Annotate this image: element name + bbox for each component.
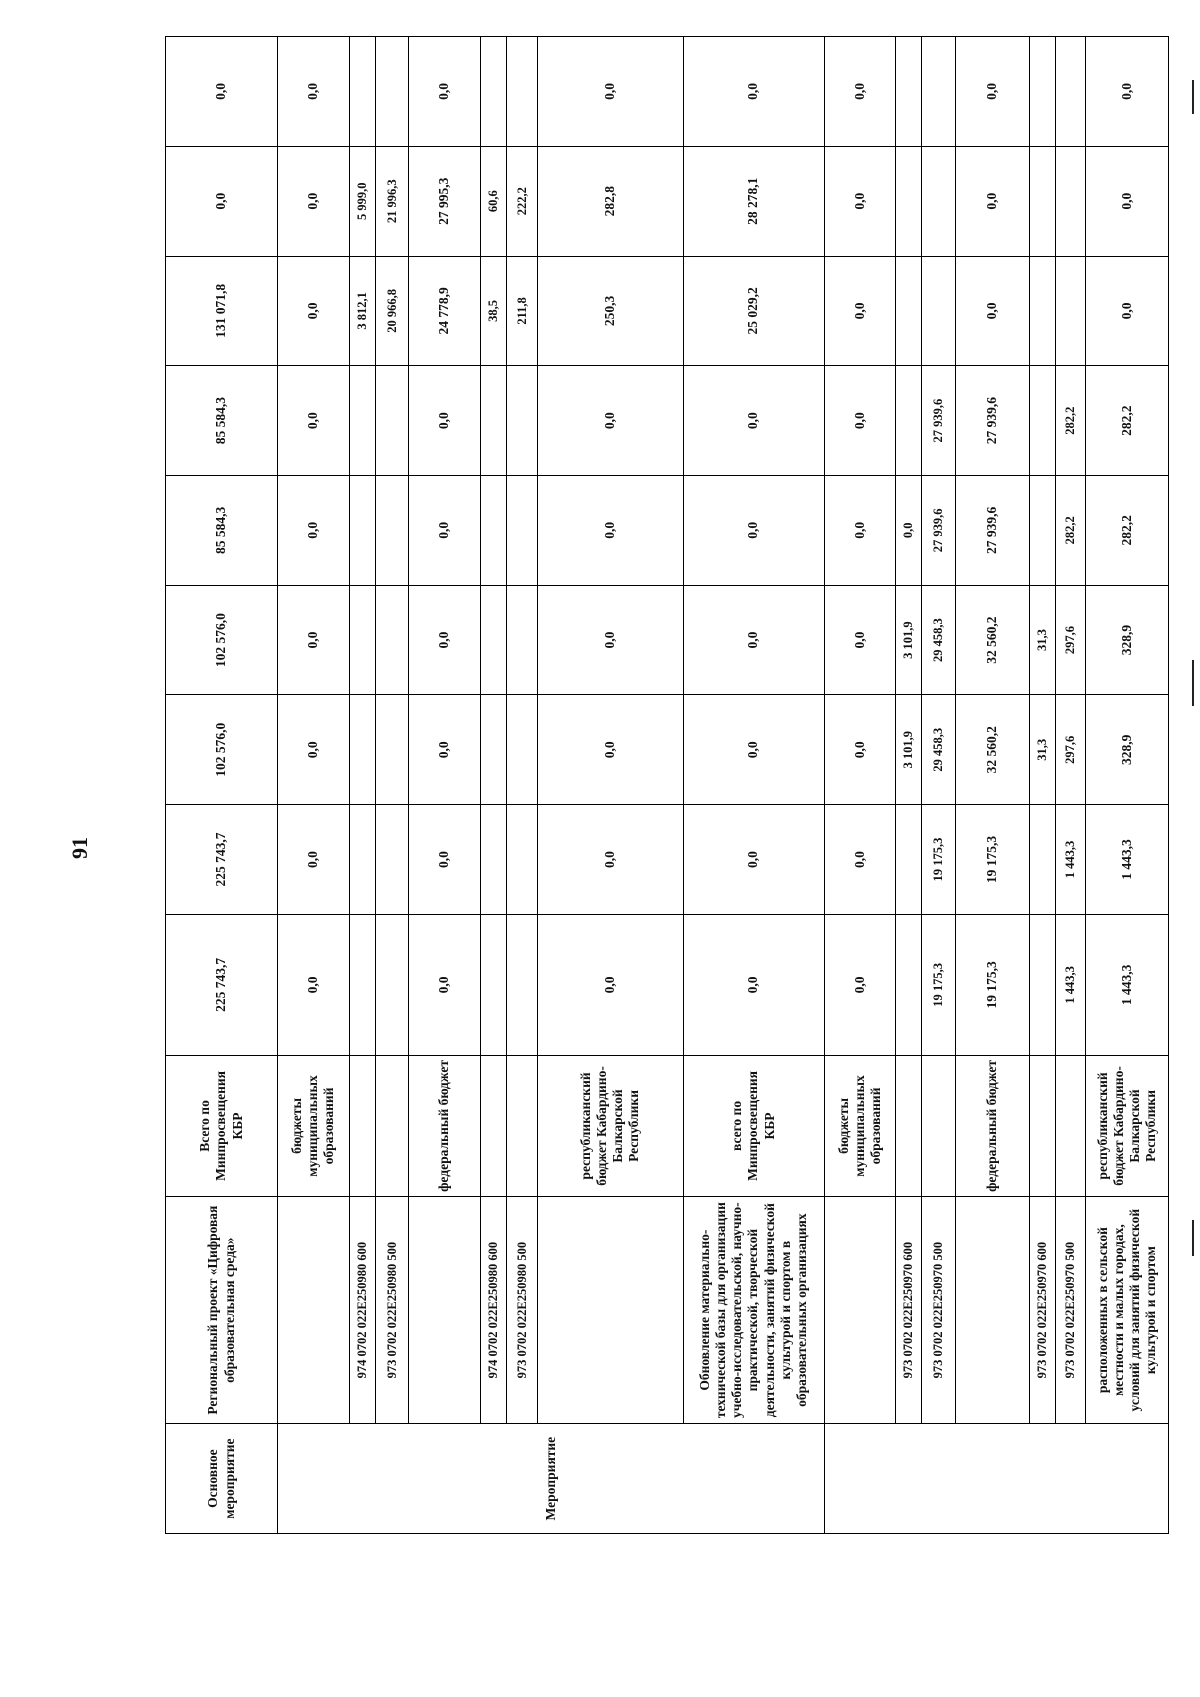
value-cell-3: 297,6 (1055, 695, 1085, 805)
value-cell-7 (922, 256, 955, 366)
value-cell-5 (480, 475, 506, 585)
value-cell-4: 102 576,0 (166, 585, 278, 695)
value-cell-4: 0,0 (824, 585, 896, 695)
value-cell-7 (1055, 256, 1085, 366)
source-cell: всего по Минпросвещения КБР (683, 1055, 824, 1196)
value-cell-7: 250,3 (538, 256, 683, 366)
name-cell: 973 0702 022E250970 500 (922, 1196, 955, 1423)
value-cell-1 (349, 914, 375, 1055)
source-cell: федеральный бюджет (955, 1055, 1029, 1196)
value-cell-2 (349, 805, 375, 915)
source-cell (349, 1055, 375, 1196)
source-cell: Всего по Минпросвещения КБР (166, 1055, 278, 1196)
value-cell-8 (1029, 146, 1055, 256)
value-cell-5 (1029, 475, 1055, 585)
value-cell-8: 28 278,1 (683, 146, 824, 256)
value-cell-2 (375, 805, 408, 915)
value-cell-1 (480, 914, 506, 1055)
value-cell-8: 27 995,3 (409, 146, 481, 256)
value-cell-1: 0,0 (824, 914, 896, 1055)
value-cell-3 (507, 695, 538, 805)
value-cell-4: 0,0 (538, 585, 683, 695)
value-cell-2 (896, 805, 922, 915)
table-row (896, 37, 922, 1534)
value-cell-2: 1 443,3 (1085, 805, 1168, 915)
value-cell-1: 1 443,3 (1085, 914, 1168, 1055)
value-cell-5: 0,0 (278, 475, 350, 585)
value-cell-6 (480, 366, 506, 476)
value-cell-6 (896, 366, 922, 476)
value-cell-4: 328,9 (1085, 585, 1168, 695)
value-cell-7: 0,0 (1085, 256, 1168, 366)
source-cell (896, 1055, 922, 1196)
value-cell-9 (349, 37, 375, 147)
value-cell-8: 0,0 (278, 146, 350, 256)
value-cell-7 (1029, 256, 1055, 366)
source-cell (375, 1055, 408, 1196)
value-cell-1 (896, 914, 922, 1055)
value-cell-9 (1055, 37, 1085, 147)
value-cell-8: 60,6 (480, 146, 506, 256)
table-row (1085, 37, 1168, 1534)
value-cell-8: 282,8 (538, 146, 683, 256)
value-cell-3: 0,0 (278, 695, 350, 805)
value-cell-1: 0,0 (409, 914, 481, 1055)
value-cell-3: 328,9 (1085, 695, 1168, 805)
value-cell-2: 0,0 (683, 805, 824, 915)
value-cell-3 (480, 695, 506, 805)
value-cell-7: 25 029,2 (683, 256, 824, 366)
value-cell-1 (1029, 914, 1055, 1055)
value-cell-4: 0,0 (278, 585, 350, 695)
budget-table (165, 36, 1169, 1534)
value-cell-1: 19 175,3 (922, 914, 955, 1055)
value-cell-6: 282,2 (1085, 366, 1168, 476)
value-cell-6 (507, 366, 538, 476)
value-cell-7: 20 966,8 (375, 256, 408, 366)
value-cell-8: 0,0 (1085, 146, 1168, 256)
value-cell-7: 0,0 (955, 256, 1029, 366)
value-cell-4: 3 101,9 (896, 585, 922, 695)
page-number: 91 (67, 837, 92, 859)
source-cell (1029, 1055, 1055, 1196)
value-cell-8: 0,0 (166, 146, 278, 256)
value-cell-2 (507, 805, 538, 915)
value-cell-4: 29 458,3 (922, 585, 955, 695)
table-row (480, 37, 506, 1534)
value-cell-2: 225 743,7 (166, 805, 278, 915)
value-cell-3: 3 101,9 (896, 695, 922, 805)
value-cell-1: 0,0 (278, 914, 350, 1055)
status-cell: Основное мероприятие (166, 1424, 278, 1534)
value-cell-3: 31,3 (1029, 695, 1055, 805)
value-cell-1: 1 443,3 (1055, 914, 1085, 1055)
value-cell-3: 0,0 (538, 695, 683, 805)
value-cell-6: 282,2 (1055, 366, 1085, 476)
value-cell-9: 0,0 (1085, 37, 1168, 147)
source-cell (1055, 1055, 1085, 1196)
value-cell-8 (896, 146, 922, 256)
value-cell-3: 0,0 (824, 695, 896, 805)
value-cell-4: 31,3 (1029, 585, 1055, 695)
value-cell-8: 5 999,0 (349, 146, 375, 256)
value-cell-5: 282,2 (1055, 475, 1085, 585)
value-cell-5: 0,0 (896, 475, 922, 585)
value-cell-5: 85 584,3 (166, 475, 278, 585)
source-cell (922, 1055, 955, 1196)
value-cell-5: 27 939,6 (955, 475, 1029, 585)
value-cell-4: 0,0 (409, 585, 481, 695)
value-cell-3: 32 560,2 (955, 695, 1029, 805)
name-cell: 974 0702 022E250980 600 (480, 1196, 506, 1423)
value-cell-7: 131 071,8 (166, 256, 278, 366)
value-cell-1: 225 743,7 (166, 914, 278, 1055)
name-cell: 973 0702 022E250970 600 (1029, 1196, 1055, 1423)
value-cell-5: 0,0 (538, 475, 683, 585)
source-cell: республиканский бюджет Кабардино-Балкарской Республики (1085, 1055, 1168, 1196)
value-cell-2: 0,0 (409, 805, 481, 915)
value-cell-6: 27 939,6 (955, 366, 1029, 476)
value-cell-2 (480, 805, 506, 915)
value-cell-6 (375, 366, 408, 476)
value-cell-2: 19 175,3 (922, 805, 955, 915)
value-cell-1: 0,0 (538, 914, 683, 1055)
scan-edge-mark-bottom (1192, 1220, 1194, 1256)
value-cell-6 (1029, 366, 1055, 476)
value-cell-9 (896, 37, 922, 147)
value-cell-3: 0,0 (683, 695, 824, 805)
table-row (955, 37, 1029, 1534)
value-cell-6: 0,0 (409, 366, 481, 476)
value-cell-9: 0,0 (824, 37, 896, 147)
status-cell (824, 1424, 1168, 1534)
value-cell-9 (922, 37, 955, 147)
name-cell: 973 0702 022E250970 500 (1055, 1196, 1085, 1423)
value-cell-7: 0,0 (278, 256, 350, 366)
rotated-table-container (165, 36, 1169, 1534)
value-cell-6: 0,0 (278, 366, 350, 476)
value-cell-8: 0,0 (955, 146, 1029, 256)
name-cell: 973 0702 022E250980 500 (507, 1196, 538, 1423)
value-cell-3: 29 458,3 (922, 695, 955, 805)
value-cell-8 (922, 146, 955, 256)
name-cell (409, 1196, 481, 1423)
table-row (507, 37, 538, 1534)
value-cell-5: 0,0 (683, 475, 824, 585)
name-cell: Региональный проект «Цифровая образовательная среда» (166, 1196, 278, 1423)
value-cell-5: 0,0 (409, 475, 481, 585)
source-cell: бюджеты муниципальных образований (278, 1055, 350, 1196)
value-cell-7 (896, 256, 922, 366)
source-cell: федеральный бюджет (409, 1055, 481, 1196)
value-cell-9: 0,0 (278, 37, 350, 147)
name-cell: расположенных в сельской местности и малых городах, условий для занятий физической культурой и спортом (1085, 1196, 1168, 1423)
value-cell-9: 0,0 (538, 37, 683, 147)
table-row (922, 37, 955, 1534)
value-cell-2: 1 443,3 (1055, 805, 1085, 915)
value-cell-2: 0,0 (824, 805, 896, 915)
value-cell-9: 0,0 (955, 37, 1029, 147)
value-cell-9 (1029, 37, 1055, 147)
name-cell: 973 0702 022E250970 600 (896, 1196, 922, 1423)
table-row (166, 37, 278, 1534)
value-cell-4: 0,0 (683, 585, 824, 695)
value-cell-8: 21 996,3 (375, 146, 408, 256)
value-cell-1: 0,0 (683, 914, 824, 1055)
value-cell-5: 27 939,6 (922, 475, 955, 585)
name-cell: 973 0702 022E250980 500 (375, 1196, 408, 1423)
value-cell-1: 19 175,3 (955, 914, 1029, 1055)
value-cell-5: 282,2 (1085, 475, 1168, 585)
value-cell-7: 24 778,9 (409, 256, 481, 366)
table-row (683, 37, 824, 1534)
value-cell-3: 102 576,0 (166, 695, 278, 805)
value-cell-7: 3 812,1 (349, 256, 375, 366)
name-cell: Обновление материально-технической базы для организации учебно-исследовательской, научно-практической, творческой деятельности, занятий физической культурой и спортом в образовательных организациях (683, 1196, 824, 1423)
table-row (1055, 37, 1085, 1534)
name-cell: 974 0702 022E250980 600 (349, 1196, 375, 1423)
value-cell-9: 0,0 (166, 37, 278, 147)
value-cell-6 (349, 366, 375, 476)
value-cell-1 (375, 914, 408, 1055)
table-row (1029, 37, 1055, 1534)
value-cell-4 (349, 585, 375, 695)
table-row (409, 37, 481, 1534)
value-cell-5 (349, 475, 375, 585)
value-cell-2: 0,0 (278, 805, 350, 915)
value-cell-6: 27 939,6 (922, 366, 955, 476)
scan-edge-mark-middle (1192, 660, 1194, 706)
value-cell-3: 0,0 (409, 695, 481, 805)
source-cell: республиканский бюджет Кабардино-Балкарской Республики (538, 1055, 683, 1196)
value-cell-9: 0,0 (409, 37, 481, 147)
value-cell-8: 0,0 (824, 146, 896, 256)
value-cell-5 (507, 475, 538, 585)
value-cell-9 (507, 37, 538, 147)
value-cell-4 (375, 585, 408, 695)
table-row (278, 37, 350, 1534)
value-cell-6: 0,0 (824, 366, 896, 476)
name-cell (824, 1196, 896, 1423)
name-cell (955, 1196, 1029, 1423)
scan-edge-mark-top (1192, 80, 1194, 114)
value-cell-8 (1055, 146, 1085, 256)
value-cell-2: 19 175,3 (955, 805, 1029, 915)
value-cell-3 (375, 695, 408, 805)
value-cell-6: 0,0 (683, 366, 824, 476)
name-cell (538, 1196, 683, 1423)
value-cell-7: 0,0 (824, 256, 896, 366)
value-cell-6: 0,0 (538, 366, 683, 476)
table-row (538, 37, 683, 1534)
status-cell: Мероприятие (278, 1424, 825, 1534)
source-cell: бюджеты муниципальных образований (824, 1055, 896, 1196)
table-row (349, 37, 375, 1534)
source-cell (480, 1055, 506, 1196)
table-row (375, 37, 408, 1534)
value-cell-5: 0,0 (824, 475, 896, 585)
value-cell-4 (507, 585, 538, 695)
value-cell-9 (375, 37, 408, 147)
source-cell (507, 1055, 538, 1196)
value-cell-9: 0,0 (683, 37, 824, 147)
value-cell-7: 211,8 (507, 256, 538, 366)
value-cell-4: 32 560,2 (955, 585, 1029, 695)
value-cell-1 (507, 914, 538, 1055)
value-cell-2: 0,0 (538, 805, 683, 915)
value-cell-4: 297,6 (1055, 585, 1085, 695)
value-cell-2 (1029, 805, 1055, 915)
table-row (824, 37, 896, 1534)
value-cell-9 (480, 37, 506, 147)
value-cell-6: 85 584,3 (166, 366, 278, 476)
value-cell-4 (480, 585, 506, 695)
name-cell (278, 1196, 350, 1423)
value-cell-7: 38,5 (480, 256, 506, 366)
value-cell-8: 222,2 (507, 146, 538, 256)
value-cell-5 (375, 475, 408, 585)
value-cell-3 (349, 695, 375, 805)
